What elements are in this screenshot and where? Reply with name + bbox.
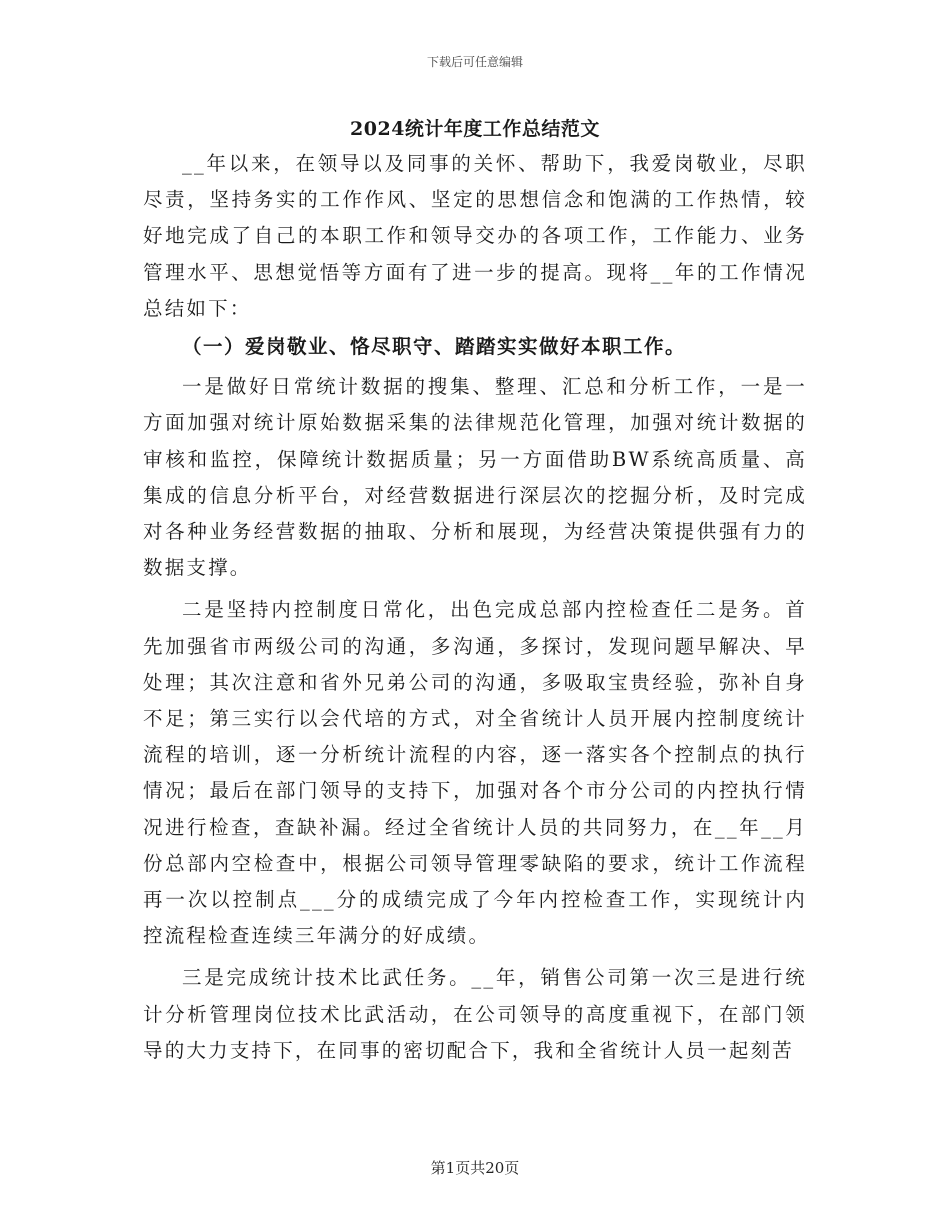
document-title: 2024统计年度工作总结范文 — [350, 118, 600, 140]
section-heading: （一）爱岗敬业、恪尽职守、踏踏实实做好本职工作。 — [182, 335, 687, 359]
page-header-note: 下载后可任意编辑 — [426, 55, 523, 69]
page-number: 第1页共20页 — [430, 1159, 520, 1177]
intro-paragraph: __年以来，在领导以及同事的关怀、帮助下，我爱岗敬业，尽职尽责，坚持务实的工作作风、坚定的思想信念和饱满的工作热情，较好地完成了自己的本职工作和领导交办的各项工作，工作能力、业务管理水平、思想觉悟等方面有了进一步的提高。现将__年的工作情况总结如下： — [143, 152, 807, 320]
body-paragraph-1: 一是做好日常统计数据的搜集、整理、汇总和分析工作，一是一方面加强对统计原始数据采集的法律规范化管理，加强对统计数据的审核和监控，保障统计数据质量；另一方面借助BW系统高质量、高集成的信息分析平台，对经营数据进行深层次的挖掘分析，及时完成对各种业务经营数据的抽取、分析和展现，为经营决策提供强有力的数据支撑。 — [143, 375, 807, 580]
body-paragraph-3: 三是完成统计技术比武任务。__年，销售公司第一次三是进行统计分析管理岗位技术比武活动，在公司领导的高度重视下，在部门领导的大力支持下，在同事的密切配合下，我和全省统计人员一起刻苦 — [143, 966, 807, 1062]
body-paragraph-2: 二是坚持内控制度日常化，出色完成总部内控检查任二是务。首先加强省市两级公司的沟通，多沟通，多探讨，发现问题早解决、早处理；其次注意和省外兄弟公司的沟通，多吸取宝贵经验，弥补自身不足；第三实行以会代培的方式，对全省统计人员开展内控制度统计流程的培训，逐一分析统计流程的内容，逐一落实各个控制点的执行情况；最后在部门领导的支持下，加强对各个市分公司的内控执行情况进行检查，查缺补漏。经过全省统计人员的共同努力，在__年__月份总部内空检查中，根据公司领导管理零缺陷的要求，统计工作流程再一次以控制点___分的成绩完成了今年内控检查工作，实现统计内控流程检查连续三年满分的好成绩。 — [143, 598, 807, 948]
document-body — [143, 146, 807, 1069]
